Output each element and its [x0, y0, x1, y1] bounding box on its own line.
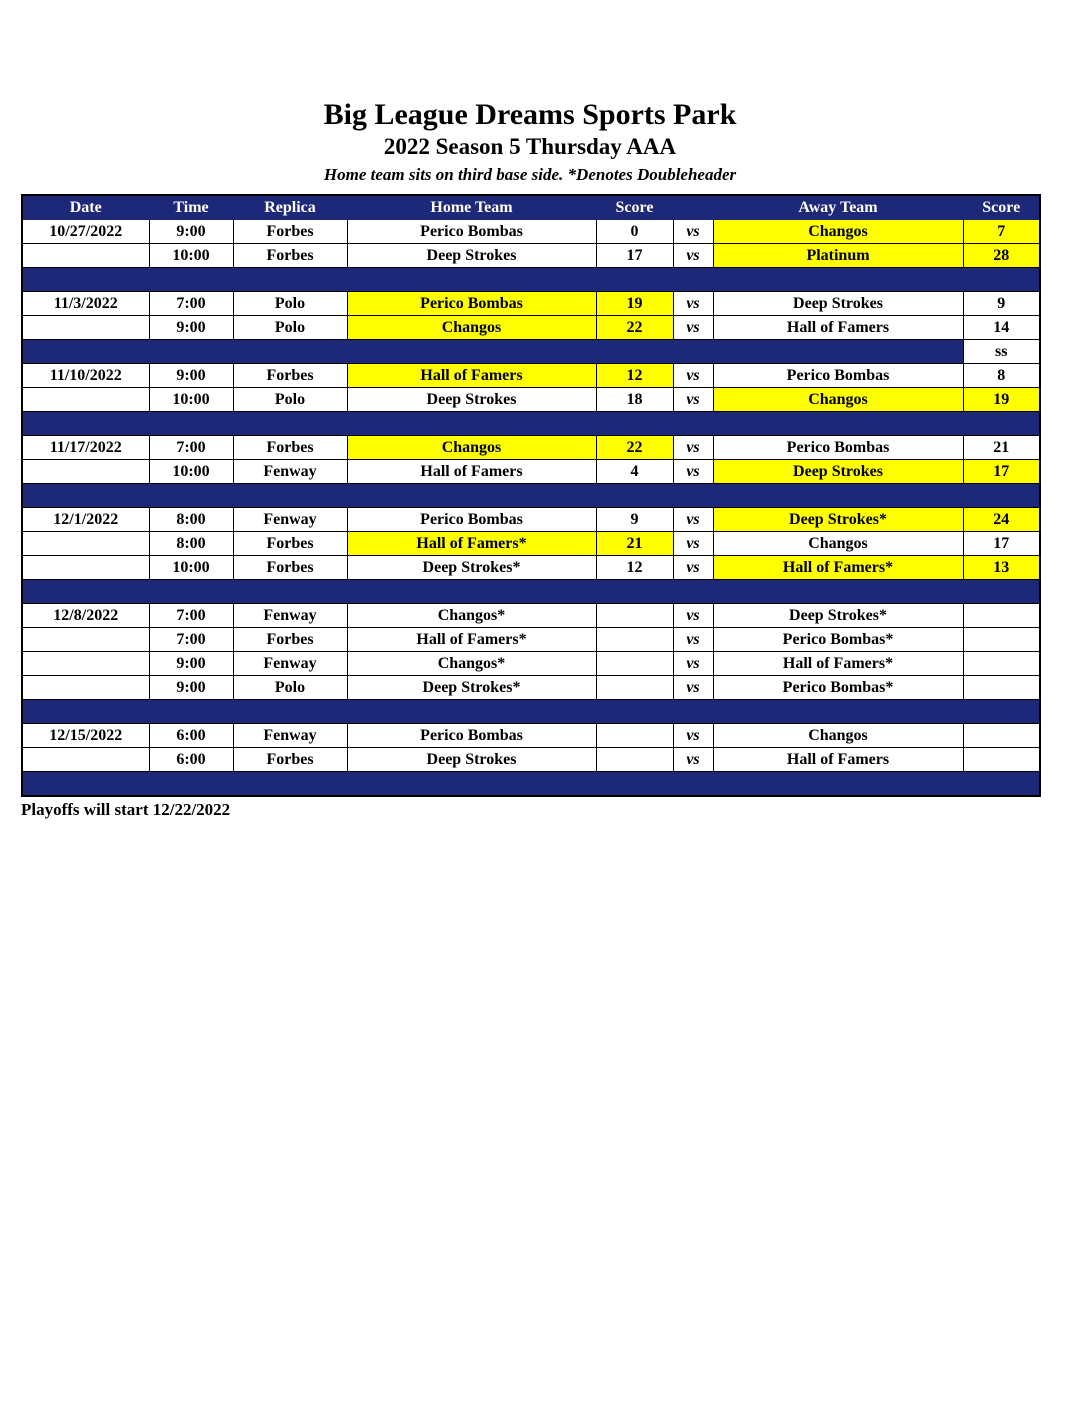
home-score-cell: [596, 676, 673, 700]
away-team-cell: Hall of Famers: [713, 748, 963, 772]
column-header-home-team: Home Team: [347, 195, 596, 220]
replica-cell: Polo: [233, 676, 347, 700]
home-score-cell: 12: [596, 556, 673, 580]
column-header-date: Date: [22, 195, 149, 220]
date-cell: [22, 652, 149, 676]
vs-cell: vs: [673, 364, 713, 388]
home-team-cell: Hall of Famers*: [347, 532, 596, 556]
time-cell: 6:00: [149, 724, 233, 748]
page-subtitle: 2022 Season 5 Thursday AAA: [383, 134, 677, 159]
game-row: [22, 724, 1040, 748]
separator-band: [22, 772, 1040, 797]
home-score-cell: 0: [596, 220, 673, 244]
time-cell: 10:00: [149, 460, 233, 484]
replica-cell: Fenway: [233, 508, 347, 532]
away-score-cell: 14: [963, 316, 1040, 340]
time-cell: 8:00: [149, 532, 233, 556]
replica-cell: Polo: [233, 292, 347, 316]
home-team-cell: Hall of Famers: [347, 460, 596, 484]
home-team-cell: Perico Bombas: [347, 292, 596, 316]
time-cell: 7:00: [149, 292, 233, 316]
game-row: [22, 604, 1040, 628]
away-team-cell: Deep Strokes*: [713, 604, 963, 628]
away-score-cell: 13: [963, 556, 1040, 580]
separator-row: [22, 340, 1040, 364]
date-cell: 10/27/2022: [22, 220, 149, 244]
vs-cell: vs: [673, 556, 713, 580]
page-title: Big League Dreams Sports Park: [323, 98, 737, 131]
home-team-cell: Perico Bombas: [347, 220, 596, 244]
time-cell: 10:00: [149, 556, 233, 580]
replica-cell: Fenway: [233, 652, 347, 676]
home-team-cell: Changos: [347, 436, 596, 460]
away-team-cell: Changos: [713, 220, 963, 244]
time-cell: 9:00: [149, 652, 233, 676]
separator-row: [22, 772, 1040, 797]
away-score-cell: 21: [963, 436, 1040, 460]
date-cell: 11/3/2022: [22, 292, 149, 316]
vs-cell: vs: [673, 604, 713, 628]
away-score-cell: 19: [963, 388, 1040, 412]
time-cell: 7:00: [149, 604, 233, 628]
replica-cell: Forbes: [233, 220, 347, 244]
vs-cell: vs: [673, 292, 713, 316]
replica-cell: Forbes: [233, 364, 347, 388]
vs-cell: vs: [673, 532, 713, 556]
playoffs-note: Playoffs will start 12/22/2022: [21, 800, 231, 819]
replica-cell: Forbes: [233, 436, 347, 460]
separator-row: [22, 700, 1040, 724]
separator-band: [22, 700, 1040, 724]
replica-cell: Forbes: [233, 748, 347, 772]
replica-cell: Fenway: [233, 724, 347, 748]
column-header-vs: [673, 195, 713, 220]
date-cell: [22, 556, 149, 580]
vs-cell: vs: [673, 652, 713, 676]
content-container: [21, 98, 1039, 820]
home-team-cell: Deep Strokes*: [347, 676, 596, 700]
time-cell: 7:00: [149, 436, 233, 460]
home-score-cell: 17: [596, 244, 673, 268]
replica-cell: Forbes: [233, 556, 347, 580]
vs-cell: vs: [673, 508, 713, 532]
column-header-score: Score: [596, 195, 673, 220]
home-score-cell: 19: [596, 292, 673, 316]
away-score-cell: 8: [963, 364, 1040, 388]
away-score-cell: [963, 652, 1040, 676]
time-cell: 9:00: [149, 676, 233, 700]
vs-cell: vs: [673, 724, 713, 748]
away-score-cell: [963, 724, 1040, 748]
date-cell: 11/10/2022: [22, 364, 149, 388]
away-team-cell: Platinum: [713, 244, 963, 268]
time-cell: 7:00: [149, 628, 233, 652]
game-row: [22, 748, 1040, 772]
away-team-cell: Deep Strokes: [713, 460, 963, 484]
separator-band: [22, 484, 1040, 508]
vs-cell: vs: [673, 388, 713, 412]
away-score-cell: 24: [963, 508, 1040, 532]
date-cell: 11/17/2022: [22, 436, 149, 460]
home-score-cell: [596, 652, 673, 676]
home-score-cell: [596, 604, 673, 628]
home-team-cell: Perico Bombas: [347, 508, 596, 532]
away-score-cell: 17: [963, 460, 1040, 484]
game-row: [22, 244, 1040, 268]
away-team-cell: Changos: [713, 532, 963, 556]
away-score-cell: 9: [963, 292, 1040, 316]
separator-band: [22, 268, 1040, 292]
legend-note: Home team sits on third base side. *Denotes Doubleheader: [323, 165, 737, 184]
date-cell: [22, 748, 149, 772]
home-team-cell: Perico Bombas: [347, 724, 596, 748]
home-team-cell: Hall of Famers: [347, 364, 596, 388]
separator-row: [22, 484, 1040, 508]
home-team-cell: Hall of Famers*: [347, 628, 596, 652]
date-cell: 12/1/2022: [22, 508, 149, 532]
date-cell: [22, 676, 149, 700]
column-header-away-team: Away Team: [713, 195, 963, 220]
home-score-cell: 22: [596, 436, 673, 460]
column-header-time: Time: [149, 195, 233, 220]
game-row: [22, 532, 1040, 556]
schedule-table: [21, 194, 1041, 797]
separator-band: [22, 340, 963, 364]
away-score-cell: 7: [963, 220, 1040, 244]
away-team-cell: Hall of Famers: [713, 316, 963, 340]
vs-cell: vs: [673, 748, 713, 772]
vs-cell: vs: [673, 628, 713, 652]
away-team-cell: Perico Bombas*: [713, 676, 963, 700]
time-cell: 6:00: [149, 748, 233, 772]
replica-cell: Polo: [233, 388, 347, 412]
game-row: [22, 676, 1040, 700]
home-team-cell: Deep Strokes: [347, 244, 596, 268]
home-score-cell: 22: [596, 316, 673, 340]
away-score-cell: [963, 604, 1040, 628]
date-cell: [22, 460, 149, 484]
away-team-cell: Changos: [713, 388, 963, 412]
home-score-cell: 18: [596, 388, 673, 412]
game-row: [22, 388, 1040, 412]
separator-row: [22, 268, 1040, 292]
home-score-cell: 4: [596, 460, 673, 484]
game-row: [22, 292, 1040, 316]
home-score-cell: [596, 724, 673, 748]
replica-cell: Forbes: [233, 244, 347, 268]
time-cell: 8:00: [149, 508, 233, 532]
game-row: [22, 220, 1040, 244]
time-cell: 9:00: [149, 316, 233, 340]
date-cell: 12/15/2022: [22, 724, 149, 748]
away-score-cell: [963, 676, 1040, 700]
time-cell: 10:00: [149, 244, 233, 268]
separator-band: [22, 580, 1040, 604]
game-row: [22, 508, 1040, 532]
schedule-table-body: [22, 220, 1040, 797]
away-team-cell: Perico Bombas: [713, 364, 963, 388]
away-score-cell: 28: [963, 244, 1040, 268]
away-team-cell: Deep Strokes: [713, 292, 963, 316]
home-team-cell: Deep Strokes: [347, 388, 596, 412]
vs-cell: vs: [673, 460, 713, 484]
home-team-cell: Deep Strokes: [347, 748, 596, 772]
game-row: [22, 364, 1040, 388]
replica-cell: Fenway: [233, 460, 347, 484]
time-cell: 9:00: [149, 220, 233, 244]
home-score-cell: 12: [596, 364, 673, 388]
date-cell: [22, 244, 149, 268]
game-row: [22, 436, 1040, 460]
time-cell: 10:00: [149, 388, 233, 412]
column-header-score: Score: [963, 195, 1040, 220]
replica-cell: Polo: [233, 316, 347, 340]
date-cell: [22, 532, 149, 556]
date-cell: 12/8/2022: [22, 604, 149, 628]
vs-cell: vs: [673, 676, 713, 700]
home-score-cell: [596, 748, 673, 772]
vs-cell: vs: [673, 316, 713, 340]
schedule-header-row: [22, 195, 1040, 220]
away-team-cell: Deep Strokes*: [713, 508, 963, 532]
game-row: [22, 556, 1040, 580]
home-score-cell: [596, 628, 673, 652]
vs-cell: vs: [673, 220, 713, 244]
replica-cell: Forbes: [233, 532, 347, 556]
game-row: [22, 460, 1040, 484]
date-cell: [22, 316, 149, 340]
vs-cell: vs: [673, 436, 713, 460]
home-score-cell: 9: [596, 508, 673, 532]
date-cell: [22, 628, 149, 652]
game-row: [22, 652, 1040, 676]
away-score-cell: [963, 748, 1040, 772]
away-team-cell: Perico Bombas*: [713, 628, 963, 652]
away-team-cell: Hall of Famers*: [713, 556, 963, 580]
replica-cell: Forbes: [233, 628, 347, 652]
home-team-cell: Deep Strokes*: [347, 556, 596, 580]
replica-cell: Fenway: [233, 604, 347, 628]
separator-row: [22, 580, 1040, 604]
date-cell: [22, 388, 149, 412]
away-score-cell: 17: [963, 532, 1040, 556]
home-team-cell: Changos*: [347, 604, 596, 628]
stray-note-cell: ss: [963, 340, 1040, 364]
home-team-cell: Changos*: [347, 652, 596, 676]
away-team-cell: Perico Bombas: [713, 436, 963, 460]
home-score-cell: 21: [596, 532, 673, 556]
vs-cell: vs: [673, 244, 713, 268]
away-score-cell: [963, 628, 1040, 652]
separator-row: [22, 412, 1040, 436]
away-team-cell: Changos: [713, 724, 963, 748]
separator-band: [22, 412, 1040, 436]
away-team-cell: Hall of Famers*: [713, 652, 963, 676]
game-row: [22, 316, 1040, 340]
home-team-cell: Changos: [347, 316, 596, 340]
time-cell: 9:00: [149, 364, 233, 388]
column-header-replica: Replica: [233, 195, 347, 220]
game-row: [22, 628, 1040, 652]
